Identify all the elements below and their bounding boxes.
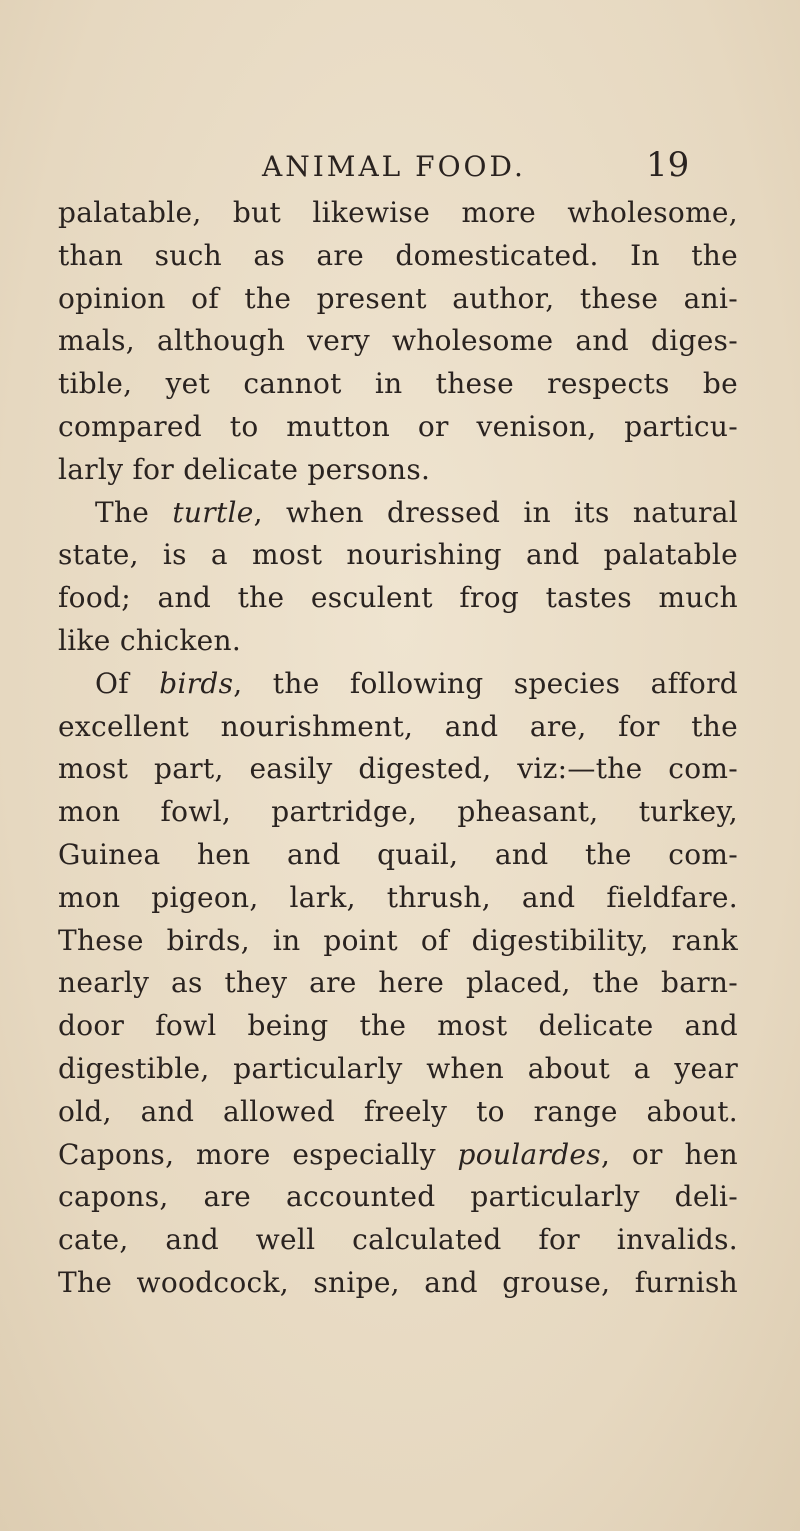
text-line: [58, 920, 738, 963]
text-line: [58, 877, 738, 920]
text-line: [58, 791, 738, 834]
text-run: mon fowl, partridge, pheasant, turkey,: [58, 795, 738, 829]
text-run: palatable, but likewise more wholesome,: [58, 196, 738, 229]
text-run: Of: [95, 666, 160, 700]
text-run: , the following species afford: [233, 666, 738, 700]
italic-run: poulardes: [457, 1137, 601, 1171]
text-line: [58, 320, 738, 363]
text-run: food; and the esculent frog tastes much: [58, 581, 738, 615]
text-line: [58, 1134, 738, 1177]
text-run: These birds, in point of digestibility, rank: [58, 923, 738, 957]
text-run: like chicken.: [58, 623, 242, 657]
text-line: [58, 748, 738, 791]
text-run: The woodcock, snipe, and grouse, furnish: [58, 1265, 738, 1299]
italic-run: turtle: [172, 495, 254, 529]
text-run: compared to mutton or venison, particu-: [58, 409, 738, 443]
text-line: [58, 1176, 738, 1219]
text-run: most part, easily digested, viz:—the com-: [58, 752, 738, 786]
text-line: [58, 1091, 738, 1134]
text-line: [58, 278, 738, 321]
text-run: nearly as they are here placed, the barn-: [58, 966, 738, 1000]
text-line: [58, 834, 738, 877]
text-line: [58, 1219, 738, 1262]
text-line: [58, 1048, 738, 1091]
text-line: [58, 363, 738, 406]
text-line: [58, 1262, 738, 1305]
text-run: , or hen: [600, 1137, 738, 1171]
text-run: cate, and well calculated for invalids.: [58, 1223, 738, 1257]
text-line: [58, 534, 738, 577]
text-line: [58, 449, 738, 492]
text-line: [58, 962, 738, 1005]
text-run: The: [95, 495, 173, 529]
text-run: tible, yet cannot in these respects be: [58, 367, 738, 401]
text-line: [58, 406, 738, 449]
italic-run: birds: [159, 666, 234, 700]
text-run: digestible, particularly when about a year: [58, 1051, 738, 1085]
text-line: [58, 706, 738, 749]
text-line: [58, 492, 738, 535]
text-run: excellent nourishment, and are, for the: [58, 709, 738, 743]
running-head: [0, 145, 800, 190]
text-run: Guinea hen and quail, and the com-: [58, 837, 738, 871]
text-run: opinion of the present author, these ani-: [58, 281, 738, 315]
running-title: ANIMAL FOOD.: [262, 150, 526, 183]
text-run: than such as are domesticated. In the: [58, 238, 738, 272]
text-run: state, is a most nourishing and palatable: [58, 538, 738, 572]
text-run: larly for delicate persons.: [58, 452, 431, 486]
body-text: [58, 192, 738, 1305]
text-run: mon pigeon, lark, thrush, and fieldfare.: [58, 880, 738, 914]
text-line: [58, 235, 738, 278]
text-run: Capons, more especially: [58, 1137, 458, 1171]
text-line: [58, 577, 738, 620]
page-number: 19: [646, 145, 690, 185]
text-run: old, and allowed freely to range about.: [58, 1094, 738, 1128]
text-run: capons, are accounted particularly deli-: [58, 1180, 738, 1214]
text-line: [58, 663, 738, 706]
text-run: , when dressed in its natural: [253, 495, 738, 529]
text-line: [58, 192, 738, 235]
text-line: [58, 620, 738, 663]
text-run: door fowl being the most delicate and: [58, 1009, 738, 1043]
text-line: [58, 1005, 738, 1048]
text-run: mals, although very wholesome and diges-: [58, 324, 738, 358]
